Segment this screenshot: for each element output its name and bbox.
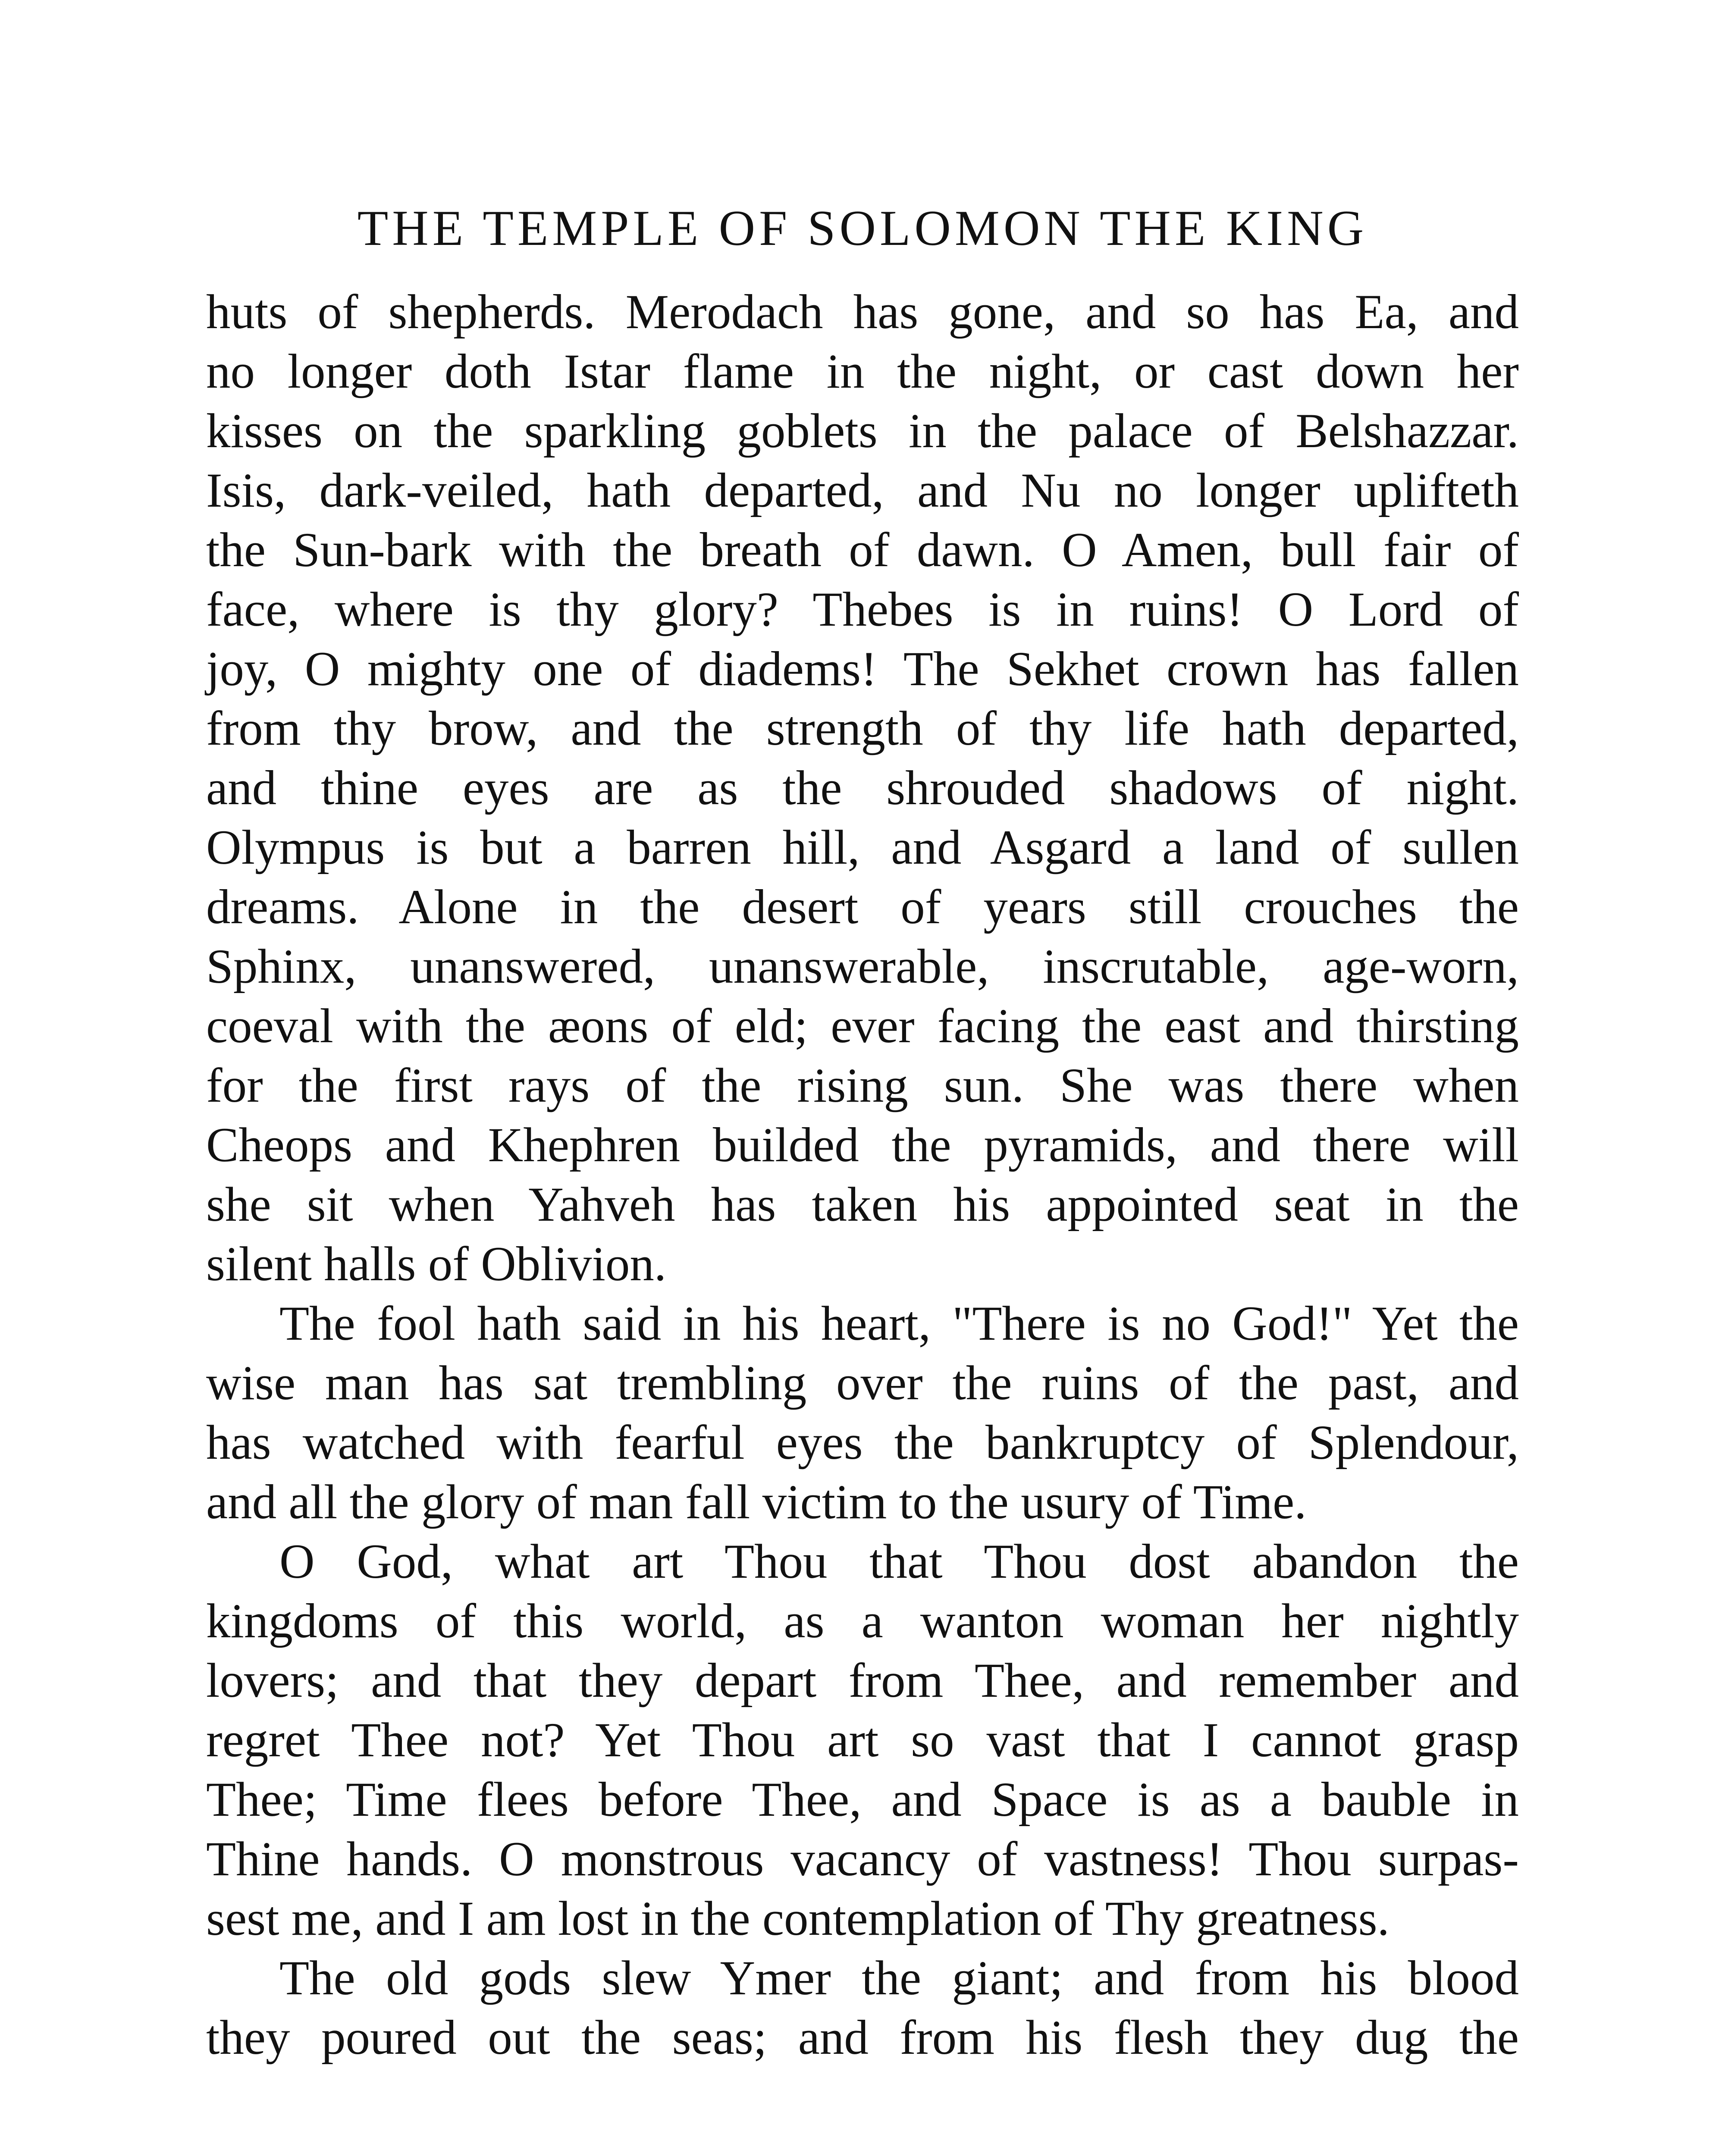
body-text <box>206 282 1519 2068</box>
text-line: they poured out the seas; and from his flesh they dug the <box>206 2011 1519 2065</box>
text-line: the Sun-bark with the breath of dawn. O Amen, bull fair of <box>206 523 1519 577</box>
text-line: The old gods slew Ymer the giant; and from his blood <box>279 1951 1519 2005</box>
text-line: sest me, and I am lost in the contemplation of Thy greatness. <box>206 1892 1389 1946</box>
text-line: wise man has sat trembling over the ruins of the past, and <box>206 1356 1519 1410</box>
text-line: face, where is thy glory? Thebes is in ruins! O Lord of <box>206 583 1519 636</box>
text-line: Olympus is but a barren hill, and Asgard a land of sullen <box>206 821 1519 874</box>
text-line: O God, what art Thou that Thou dost abandon the <box>279 1535 1519 1589</box>
text-line: The fool hath said in his heart, "There is no God!" Yet the <box>279 1297 1519 1351</box>
text-line: from thy brow, and the strength of thy life hath departed, <box>206 702 1519 755</box>
text-line: joy, O mighty one of diadems! The Sekhet crown has fallen <box>206 642 1519 696</box>
text-line: dreams. Alone in the desert of years still crouches the <box>206 880 1519 934</box>
text-line: Isis, dark-veiled, hath departed, and Nu no longer uplifteth <box>206 464 1519 517</box>
text-line: huts of shepherds. Merodach has gone, and so has Ea, and <box>206 285 1519 339</box>
text-line: regret Thee not? Yet Thou art so vast that I cannot grasp <box>206 1713 1519 1767</box>
text-line: for the first rays of the rising sun. She was there when <box>206 1059 1519 1112</box>
text-line: and all the glory of man fall victim to the usury of Time. <box>206 1475 1307 1529</box>
text-line: coeval with the æons of eld; ever facing the east and thirsting <box>206 999 1519 1053</box>
text-line: Sphinx, unanswered, unanswerable, inscrutable, age-worn, <box>206 940 1519 993</box>
text-line: Cheops and Khephren builded the pyramids, and there will <box>206 1118 1519 1172</box>
text-line: has watched with fearful eyes the bankruptcy of Splendour, <box>206 1416 1519 1470</box>
text-line: Thine hands. O monstrous vacancy of vastness! Thou surpas- <box>206 1832 1519 1886</box>
running-head: THE TEMPLE OF SOLOMON THE KING <box>357 201 1368 256</box>
text-line: Thee; Time flees before Thee, and Space is as a bauble in <box>206 1773 1519 1827</box>
text-line: she sit when Yahveh has taken his appointed seat in the <box>206 1178 1519 1232</box>
text-line: lovers; and that they depart from Thee, and remember and <box>206 1654 1519 1708</box>
text-line: and thine eyes are as the shrouded shadows of night. <box>206 761 1519 815</box>
text-line: silent halls of Oblivion. <box>206 1237 667 1291</box>
text-line: no longer doth Istar flame in the night, or cast down her <box>206 345 1519 398</box>
text-line: kisses on the sparkling goblets in the palace of Belshazzar. <box>206 404 1519 458</box>
text-line: kingdoms of this world, as a wanton woman her nightly <box>206 1594 1519 1648</box>
